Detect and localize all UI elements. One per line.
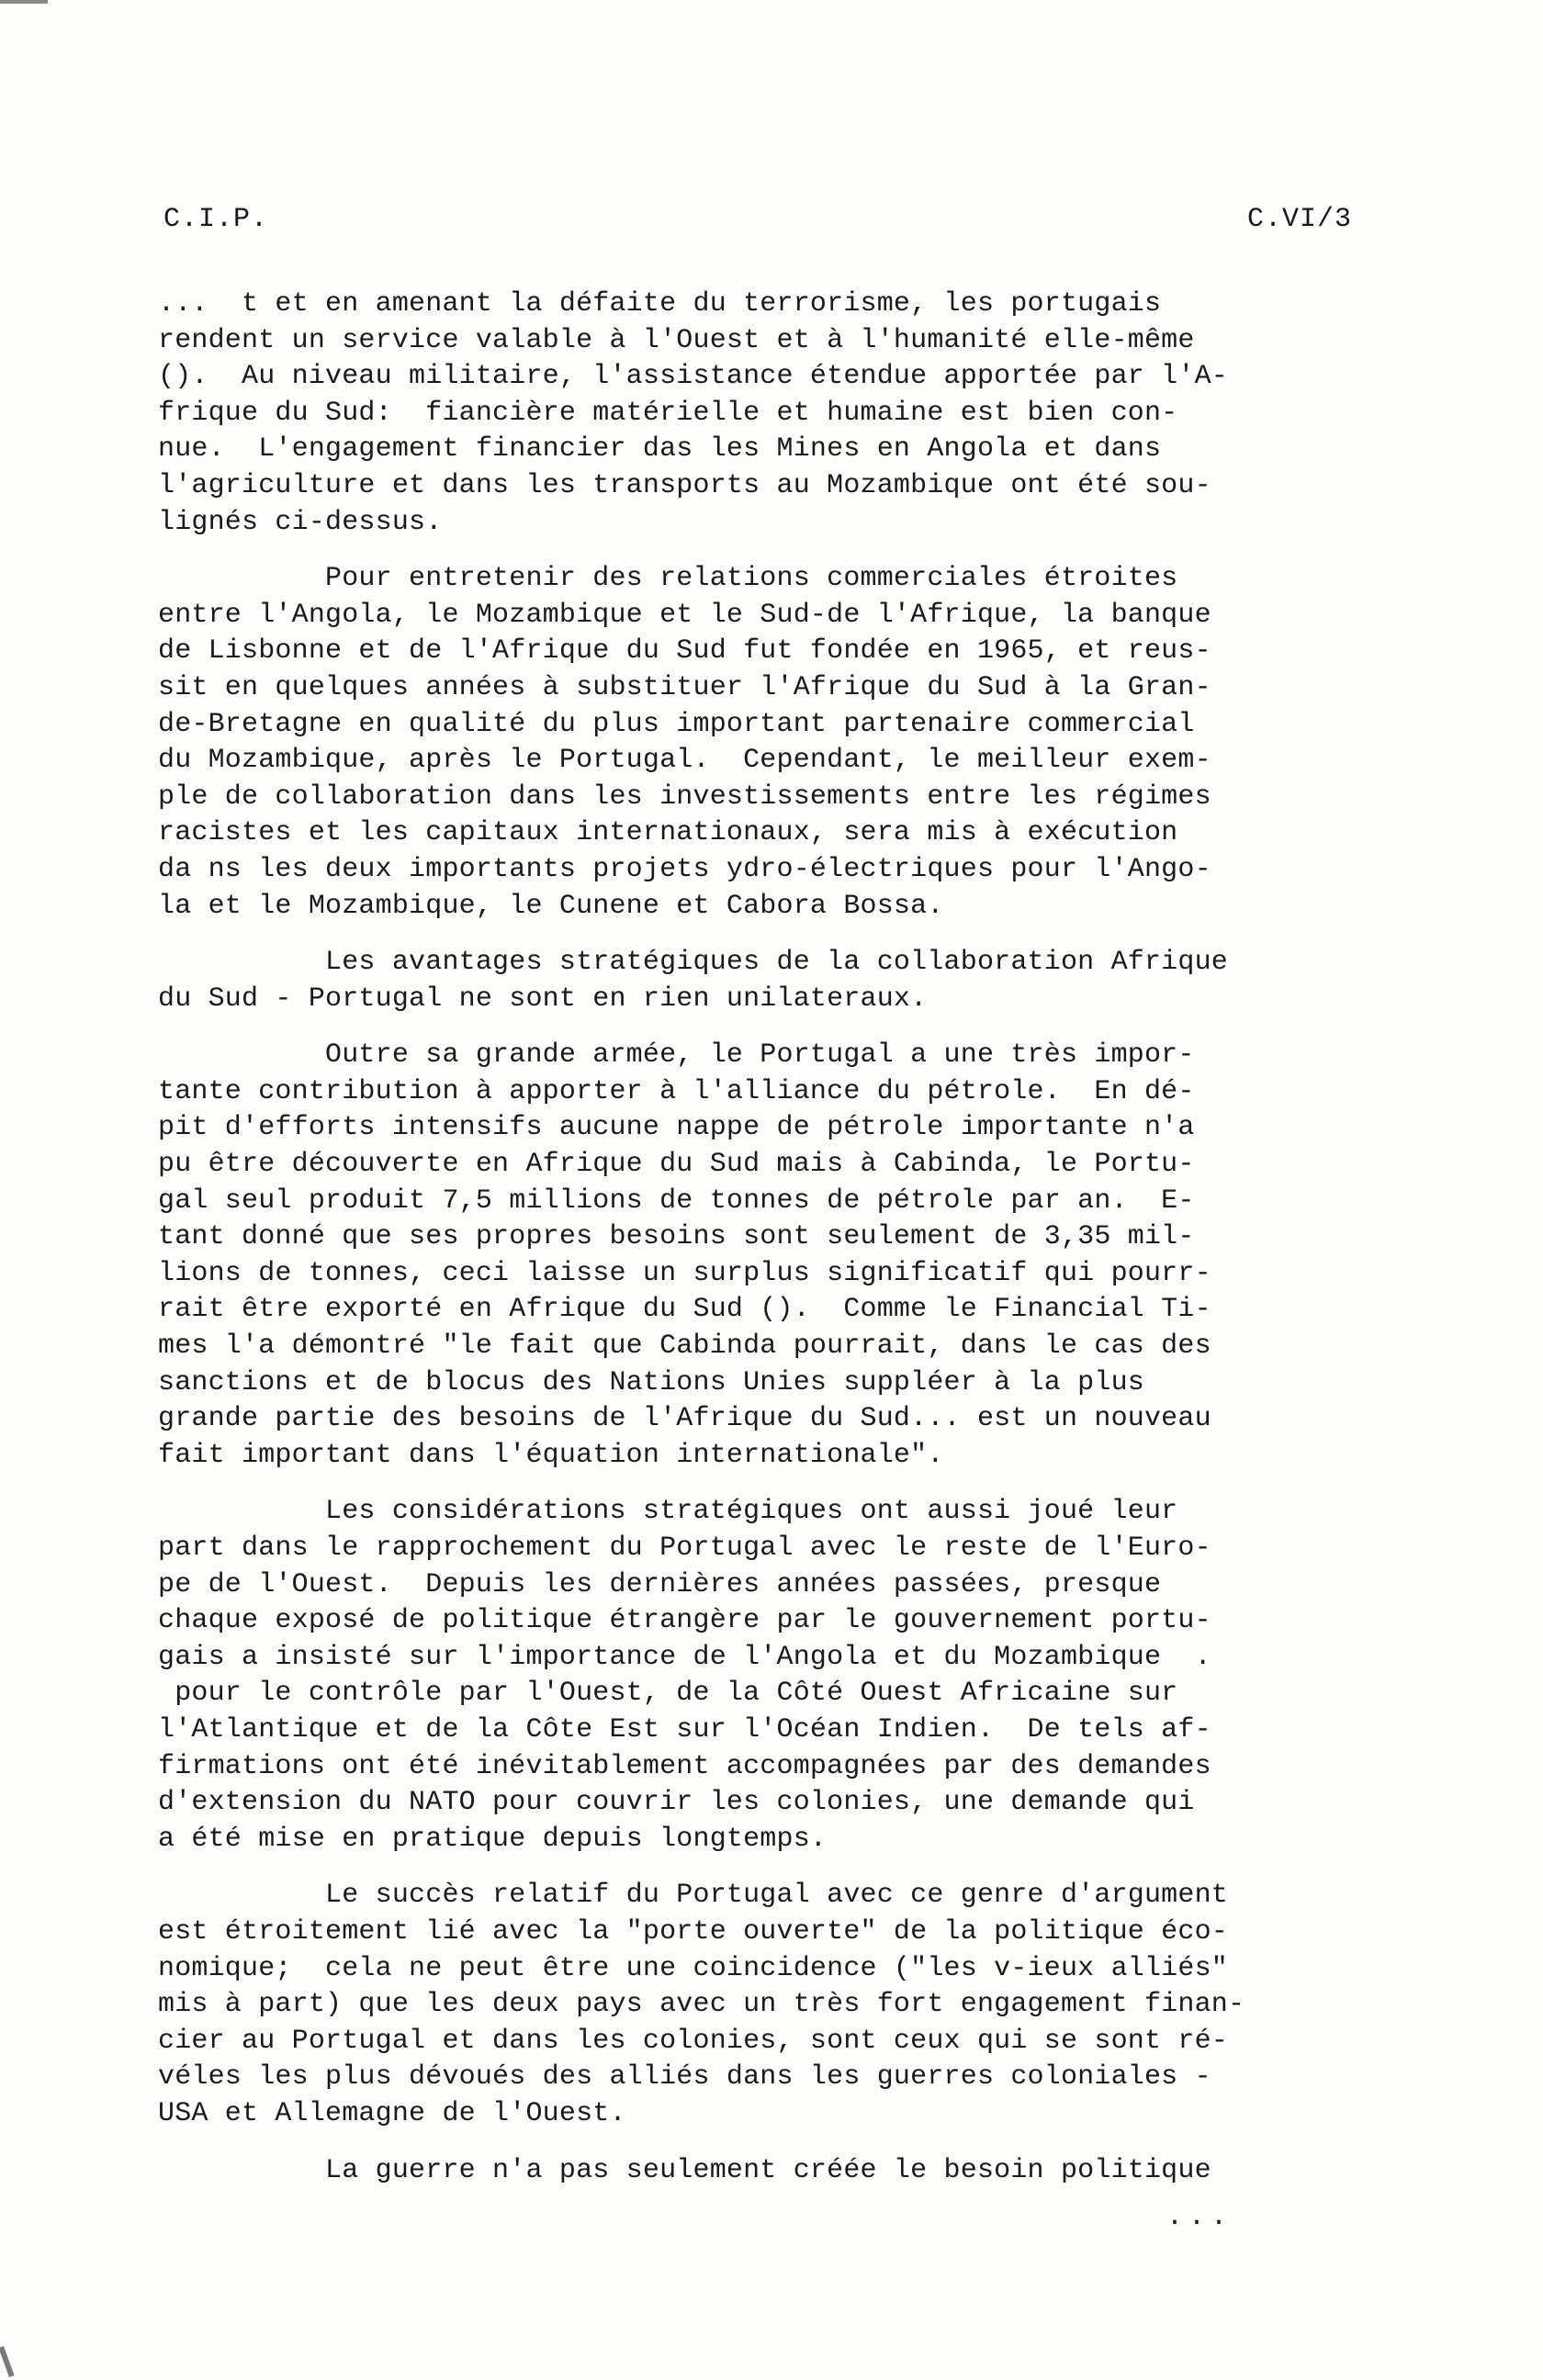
text-line: lignés ci-dessus. [158, 506, 443, 538]
text-line: la et le Mozambique, le Cunene et Cabora Bossa. [158, 890, 944, 922]
text-line: mis à part) que les deux pays avec un très fort engagement finan- [158, 1989, 1245, 2021]
text-line: gais a insisté sur l'importance de l'Angola et du Mozambique . [158, 1641, 1211, 1673]
text-line: lions de tonnes, ceci laisse un surplus significatif qui pourr- [158, 1257, 1211, 1289]
text-line: Les considérations stratégiques ont aussi joué leur [158, 1496, 1178, 1528]
text-line: d'extension du NATO pour couvrir les colonies, une demande qui [158, 1787, 1195, 1819]
paragraph [158, 1038, 1352, 1474]
text-line: (). Au niveau militaire, l'assistance étendue apportée par l'A- [158, 361, 1228, 393]
text-line: gal seul produit 7,5 millions de tonnes de pétrole par an. E- [158, 1184, 1195, 1217]
text-line: Le succès relatif du Portugal avec ce genre d'argument [158, 1880, 1228, 1912]
text-line: USA et Allemagne de l'Ouest. [158, 2097, 626, 2129]
text-line: véles les plus dévoués des alliés dans les guerres coloniales - [158, 2061, 1211, 2094]
text-line: rait être exporté en Afrique du Sud (). Comme le Financial Ti- [158, 1294, 1211, 1326]
text-line: Pour entretenir des relations commerciales étroites [158, 563, 1178, 595]
text-line: entre l'Angola, le Mozambique et le Sud-de l'Afrique, la banque [158, 599, 1211, 631]
text-line: ... t et en amenant la défaite du terrorisme, les portugais [158, 288, 1162, 320]
text-line: chaque exposé de politique étrangère par le gouvernement portu- [158, 1605, 1211, 1637]
text-line: du Mozambique, après le Portugal. Cependant, le meilleur exem- [158, 745, 1211, 777]
document-reference-right: C.VI/3 [1246, 204, 1352, 235]
text-line: Outre sa grande armée, le Portugal a une très impor- [158, 1039, 1195, 1072]
paragraph [158, 561, 1352, 925]
paragraph [158, 1878, 1352, 2132]
paragraph [158, 2153, 1352, 2190]
text-line: ple de collaboration dans les investissements entre les régimes [158, 780, 1211, 813]
text-line: La guerre n'a pas seulement créée le besoin politique [158, 2154, 1211, 2186]
scan-edge-mark [0, 0, 48, 4]
continuation-marker: ... [1166, 2202, 1233, 2233]
text-line: rendent un service valable à l'Ouest et à l'humanité elle-même [158, 324, 1195, 356]
text-line: da ns les deux importants projets ydro-électriques pour l'Ango- [158, 853, 1211, 885]
text-line: l'agriculture et dans les transports au Mozambique ont été sou- [158, 469, 1211, 501]
text-line: frique du Sud: fiancière matérielle et humaine est bien con- [158, 397, 1178, 429]
text-line: racistes et les capitaux internationaux, sera mis à exécution [158, 817, 1178, 849]
text-line: grande partie des besoins de l'Afrique du Sud... est un nouveau [158, 1403, 1211, 1435]
text-line: sanctions et de blocus des Nations Unies suppléer à la plus [158, 1366, 1144, 1398]
text-line: est étroitement lié avec la "porte ouverte" de la politique éco- [158, 1915, 1228, 1948]
text-line: pit d'efforts intensifs aucune nappe de pétrole importante n'a [158, 1112, 1195, 1144]
text-line: tant donné que ses propres besoins sont seulement de 3,35 mil- [158, 1221, 1195, 1253]
text-line: pour le contrôle par l'Ouest, de la Côté Ouest Africaine sur [158, 1678, 1178, 1710]
text-line: cier au Portugal et dans les colonies, sont ceux qui se sont ré- [158, 2025, 1228, 2057]
text-line: l'Atlantique et de la Côte Est sur l'Océan Indien. De tels af- [158, 1713, 1211, 1746]
text-line: tante contribution à apporter à l'alliance du pétrole. En dé- [158, 1075, 1195, 1107]
text-line: part dans le rapprochement du Portugal avec le reste de l'Euro- [158, 1532, 1211, 1564]
text-line: nue. L'engagement financier das les Mines en Angola et dans [158, 433, 1162, 466]
text-line: pu être découverte en Afrique du Sud mais à Cabinda, le Portu- [158, 1149, 1195, 1181]
paragraph [158, 1494, 1352, 1858]
text-line: Les avantages stratégiques de la collaboration Afrique [158, 947, 1228, 979]
text-line: mes l'a démontré "le fait que Cabinda pourrait, dans le cas des [158, 1330, 1211, 1363]
text-line: de-Bretagne en qualité du plus important partenaire commercial [158, 708, 1195, 740]
text-line: du Sud - Portugal ne sont en rien unilateraux. [158, 982, 928, 1015]
text-line: a été mise en pratique depuis longtemps. [158, 1823, 828, 1855]
text-line: de Lisbonne et de l'Afrique du Sud fut fondée en 1965, et reus- [158, 635, 1211, 668]
text-line: pe de l'Ouest. Depuis les dernières années passées, presque [158, 1568, 1162, 1600]
document-reference-left: C.I.P. [163, 204, 269, 235]
paragraph [158, 286, 1352, 541]
paragraph [158, 945, 1352, 1017]
document-body [158, 286, 1352, 2209]
scan-edge-mark [0, 2346, 15, 2377]
text-line: nomique; cela ne peut être une coincidence ("les v-ieux alliés" [158, 1952, 1228, 1984]
text-line: sit en quelques années à substituer l'Afrique du Sud à la Gran- [158, 671, 1211, 703]
text-line: firmations ont été inévitablement accompagnées par des demandes [158, 1750, 1211, 1782]
text-line: fait important dans l'équation internationale". [158, 1439, 944, 1471]
